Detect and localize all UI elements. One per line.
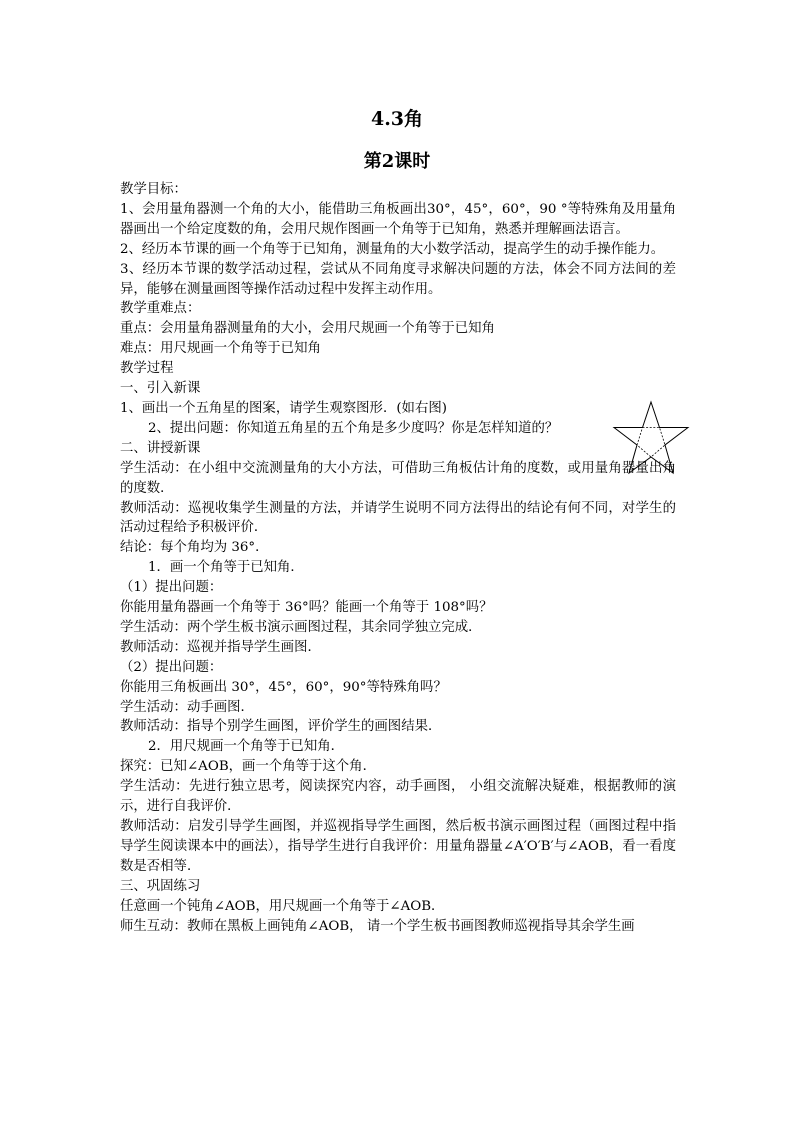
paragraph: 探究：已知∠AOB，画一个角等于这个角． [120,759,376,775]
paragraph: 3、经历本节课的数学活动过程，尝试从不同角度寻求解决问题的方法，体会不同方法间的差异，能够在测量画图等操作活动过程中发挥主动作用。 [120,261,676,297]
paragraph: 学生活动：在小组中交流测量角的大小方法，可借助三角板估计角的度数，或用量角器量出角的度数． [120,460,676,496]
paragraph: 教学重难点： [120,301,201,317]
paragraph: 1、会用量角器测一个角的大小，能借助三角板画出30°，45°，60°，90 °等特殊角及用量角器画出一个给定度数的角，会用尺规作图画一个角等于已知角，熟悉并理解画法语言。 [120,201,676,237]
paragraph: 学生活动：先进行独立思考，阅读探究内容，动手画图， 小组交流解决疑难，根据教师的演示，进行自我评价． [120,779,676,815]
star-outline [614,402,688,473]
paragraph: 教师活动：启发引导学生画图，并巡视指导学生画图，然后板书演示画图过程（画图过程中指导学生阅读课本中的画法），指导学生进行自我评价：用量角器量∠A′O′B′与∠AOB，看一看度数是否相等． [120,819,676,874]
paragraph: 1、画出一个五角星的图案，请学生观察图形．(如右图) [120,400,447,416]
paragraph: 三、巩固练习 [120,878,201,894]
paragraph: 学生活动：两个学生板书演示画图过程，其余同学独立完成． [120,619,482,635]
paragraph: 一、引入新课 [120,381,201,397]
document-body [120,180,676,936]
paragraph: 二、讲授新课 [120,440,201,456]
paragraph: 教师活动：巡视并指导学生画图． [120,639,321,655]
paragraph: 教学目标： [120,182,187,197]
paragraph: 教师活动：指导个别学生画图，评价学生的画图结果． [120,719,442,735]
paragraph: 难点：用尺规画一个角等于已知角 [120,341,321,357]
paragraph: 1．画一个角等于已知角． [148,560,304,576]
paragraph: （1）提出问题： [120,580,223,596]
document-subtitle: 第2课时 [363,151,431,172]
paragraph: （2）提出问题： [120,659,223,675]
paragraph: 重点：会用量角器测量角的大小，会用尺规画一个角等于已知角 [120,321,495,337]
paragraph: 2．用尺规画一个角等于已知角． [148,739,344,755]
paragraph: 教师活动：巡视收集学生测量的方法，并请学生说明不同方法得出的结论有何不同，对学生的活动过程给予积极评价． [120,500,676,536]
paragraph: 任意画一个钝角∠AOB，用尺规画一个角等于∠AOB． [120,898,445,914]
star-inner-pentagon [637,428,665,458]
paragraph: 你能用三角板画出 30°，45°，60°，90°等特殊角吗？ [120,679,447,695]
paragraph: 师生互动：教师在黑板上画钝角∠AOB， 请一个学生板书画图教师巡视指导其余学生画 [120,918,635,934]
paragraph: 学生活动：动手画图． [120,699,254,715]
five-pointed-star-figure [612,400,690,476]
paragraph: 结论：每个角均为 36°． [120,540,269,556]
paragraph: 教学过程 [120,361,174,377]
paragraph: 2、经历本节课的画一个角等于已知角，测量角的大小数学活动，提高学生的动手操作能力。 [120,241,665,257]
document-title: 4.3角 [370,108,424,130]
paragraph: 2、提出问题：你知道五角星的五个角是多少度吗？你是怎样知道的？ [148,420,559,436]
paragraph: 你能用量角器画一个角等于 36°吗？能画一个角等于 108°吗？ [120,600,493,616]
